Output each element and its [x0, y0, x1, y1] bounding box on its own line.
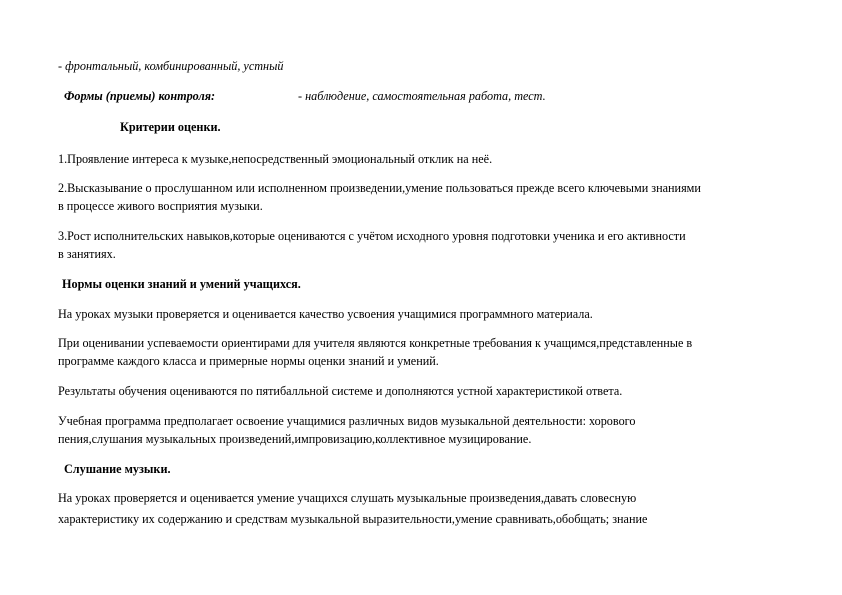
criteria-item-1: 1.Проявление интереса к музыке,непосредственный эмоциональный отклик на неё.: [58, 152, 493, 166]
norms-paragraph-2-line-1: При оценивании успеваемости ориентирами для учителя являются конкретные требования к учащимся,представленные в: [58, 336, 693, 350]
methods-line: - фронтальный, комбинированный, устный: [58, 59, 284, 73]
listening-heading: Слушание музыки.: [64, 462, 171, 476]
listening-paragraph-line-2: характеристику их содержанию и средствам музыкальной выразительности,умение сравнивать,обобщать; знание: [58, 512, 648, 526]
criteria-item-3-line-2: в занятиях.: [58, 247, 116, 261]
norms-paragraph-2-line-2: программе каждого класса и примерные нормы оценки знаний и умений.: [58, 354, 439, 368]
listening-paragraph-line-1: На уроках проверяется и оценивается умение учащихся слушать музыкальные произведения,давать словесную: [58, 491, 637, 505]
norms-paragraph-4-line-2: пения,слушания музыкальных произведений,импровизацию,коллективное музицирование.: [58, 432, 532, 446]
control-forms-label: Формы (приемы) контроля:: [64, 89, 216, 103]
criteria-item-2-line-2: в процессе живого восприятия музыки.: [58, 199, 263, 213]
norms-paragraph-1: На уроках музыки проверяется и оценивается качество усвоения учащимися программного материала.: [58, 307, 593, 321]
control-forms-value: - наблюдение, самостоятельная работа, тест.: [298, 89, 546, 103]
norms-paragraph-4-line-1: Учебная программа предполагает освоение учащимися различных видов музыкальной деятельности: хорового: [58, 414, 636, 428]
criteria-heading: Критерии оценки.: [120, 120, 221, 134]
criteria-item-2-line-1: 2.Высказывание о прослушанном или исполненном произведении,умение пользоваться прежде всего ключевыми знаниями: [58, 181, 701, 195]
norms-paragraph-3: Результаты обучения оцениваются по пятибалльной системе и дополняются устной характеристикой ответа.: [58, 384, 623, 398]
norms-heading: Нормы оценки знаний и умений учащихся.: [62, 277, 301, 291]
criteria-item-3-line-1: 3.Рост исполнительских навыков,которые оцениваются с учётом исходного уровня подготовки ученика и его активности: [58, 229, 686, 243]
